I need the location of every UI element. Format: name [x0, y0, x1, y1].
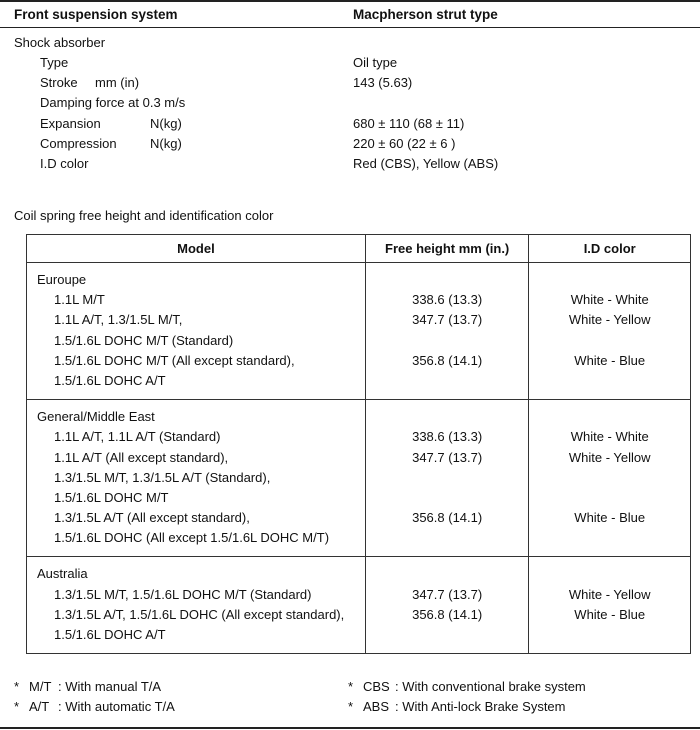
color-cell: [529, 488, 690, 508]
model-cell: 1.5/1.6L DOHC M/T (All except standard),: [54, 352, 295, 368]
height-cell: 356.8 (14.1): [412, 352, 483, 368]
color-cell: White - Blue: [574, 352, 646, 368]
height-cell: [366, 468, 529, 488]
col-header-free-height: Free height mm (in.): [365, 235, 529, 263]
footnote-star: *: [348, 699, 354, 714]
color-cell: White - Yellow: [568, 586, 651, 602]
model-cell: 1.3/1.5L M/T, 1.3/1.5L A/T (Standard),: [54, 469, 271, 485]
footnote-star: *: [348, 679, 354, 694]
expansion-value: 680 ± 110 (68 ± 11): [353, 116, 465, 131]
color-cell: White - White: [570, 292, 649, 308]
compression-value: 220 ± 60 (22 ± 6 ): [353, 136, 456, 151]
color-cell: [529, 625, 690, 645]
height-cell: 338.6 (13.3): [412, 292, 483, 308]
footnote-cbs-key: CBS: [363, 679, 390, 694]
color-cell: [529, 331, 690, 351]
footnote-star: *: [14, 679, 20, 694]
col-header-id-color: I.D color: [529, 235, 691, 263]
color-cell: White - White: [570, 429, 649, 445]
table-group-australia: [27, 557, 691, 654]
footnote-at-key: A/T: [29, 699, 50, 714]
coil-spring-table: [26, 234, 691, 654]
table-group-general-middle-east: [27, 400, 691, 557]
height-cell: 347.7 (13.7): [412, 586, 483, 602]
footnote-star: *: [14, 699, 20, 714]
damping-label: Damping force at 0.3 m/s: [40, 95, 186, 110]
footnote-cbs-text: : With conventional brake system: [395, 679, 586, 694]
type-value: Oil type: [353, 55, 398, 70]
idcolor-value: Red (CBS), Yellow (ABS): [353, 156, 499, 171]
height-cell: 338.6 (13.3): [412, 429, 483, 445]
model-cell: 1.1L A/T (All except standard),: [54, 449, 229, 465]
height-cell: [366, 528, 529, 548]
height-cell: [366, 488, 529, 508]
color-cell: White - Yellow: [568, 449, 651, 465]
col-header-model: Model: [27, 235, 366, 263]
model-cell: 1.3/1.5L A/T (All except standard),: [54, 510, 250, 526]
header-top-rule: [0, 0, 700, 2]
color-cell: White - Blue: [574, 606, 646, 622]
table-group-europe: [27, 263, 691, 400]
expansion-label: Expansion: [40, 116, 101, 131]
color-cell: [529, 468, 690, 488]
height-cell: [366, 625, 529, 645]
bottom-rule: [0, 727, 700, 729]
compression-label: Compression: [40, 136, 117, 151]
header-right-title: Macpherson strut type: [353, 7, 498, 22]
shock-title: Shock absorber: [14, 35, 106, 50]
header-left-title: Front suspension system: [14, 7, 178, 22]
footnote-mt-key: M/T: [29, 679, 52, 694]
color-cell: [529, 528, 690, 548]
footnote-abs-text: : With Anti-lock Brake System: [395, 699, 566, 714]
height-cell: [366, 331, 529, 351]
group-name: Euroupe: [37, 272, 87, 287]
coil-spring-title: Coil spring free height and identification color: [14, 208, 274, 223]
model-cell: 1.1L M/T: [54, 292, 105, 308]
model-cell: 1.3/1.5L A/T, 1.5/1.6L DOHC (All except standard),: [54, 606, 345, 622]
model-cell: 1.5/1.6L DOHC M/T: [54, 489, 169, 505]
color-cell: White - Blue: [574, 510, 646, 526]
height-cell: 356.8 (14.1): [412, 606, 483, 622]
model-cell: 1.1L A/T, 1.3/1.5L M/T,: [54, 312, 183, 328]
height-cell: 347.7 (13.7): [412, 312, 483, 328]
group-name: Australia: [37, 566, 88, 582]
stroke-unit: mm (in): [95, 75, 140, 90]
expansion-unit: N(kg): [150, 116, 182, 131]
stroke-label: Stroke: [40, 75, 78, 90]
model-cell: 1.5/1.6L DOHC A/T: [54, 627, 166, 642]
height-cell: [366, 371, 529, 391]
model-cell: 1.1L A/T, 1.1L A/T (Standard): [54, 429, 221, 445]
compression-unit: N(kg): [150, 136, 182, 151]
footnote-mt-text: : With manual T/A: [58, 679, 162, 694]
idcolor-label: I.D color: [40, 156, 89, 171]
model-cell: 1.5/1.6L DOHC (All except 1.5/1.6L DOHC M/T): [54, 530, 330, 546]
model-cell: 1.5/1.6L DOHC M/T (Standard): [54, 332, 234, 348]
stroke-value: 143 (5.63): [353, 75, 413, 90]
model-cell: 1.5/1.6L DOHC A/T: [54, 372, 166, 388]
color-cell: White - Yellow: [568, 312, 651, 328]
height-cell: 356.8 (14.1): [412, 510, 483, 526]
model-cell: 1.3/1.5L M/T, 1.5/1.6L DOHC M/T (Standard): [54, 586, 312, 602]
type-label: Type: [40, 55, 69, 70]
footnote-at-text: : With automatic T/A: [58, 699, 175, 714]
table-header-row: [27, 235, 691, 263]
footnote-abs-key: ABS: [363, 699, 390, 714]
height-cell: 347.7 (13.7): [412, 449, 483, 465]
group-name: General/Middle East: [37, 409, 155, 425]
header-rule: [0, 27, 700, 28]
color-cell: [529, 371, 690, 391]
